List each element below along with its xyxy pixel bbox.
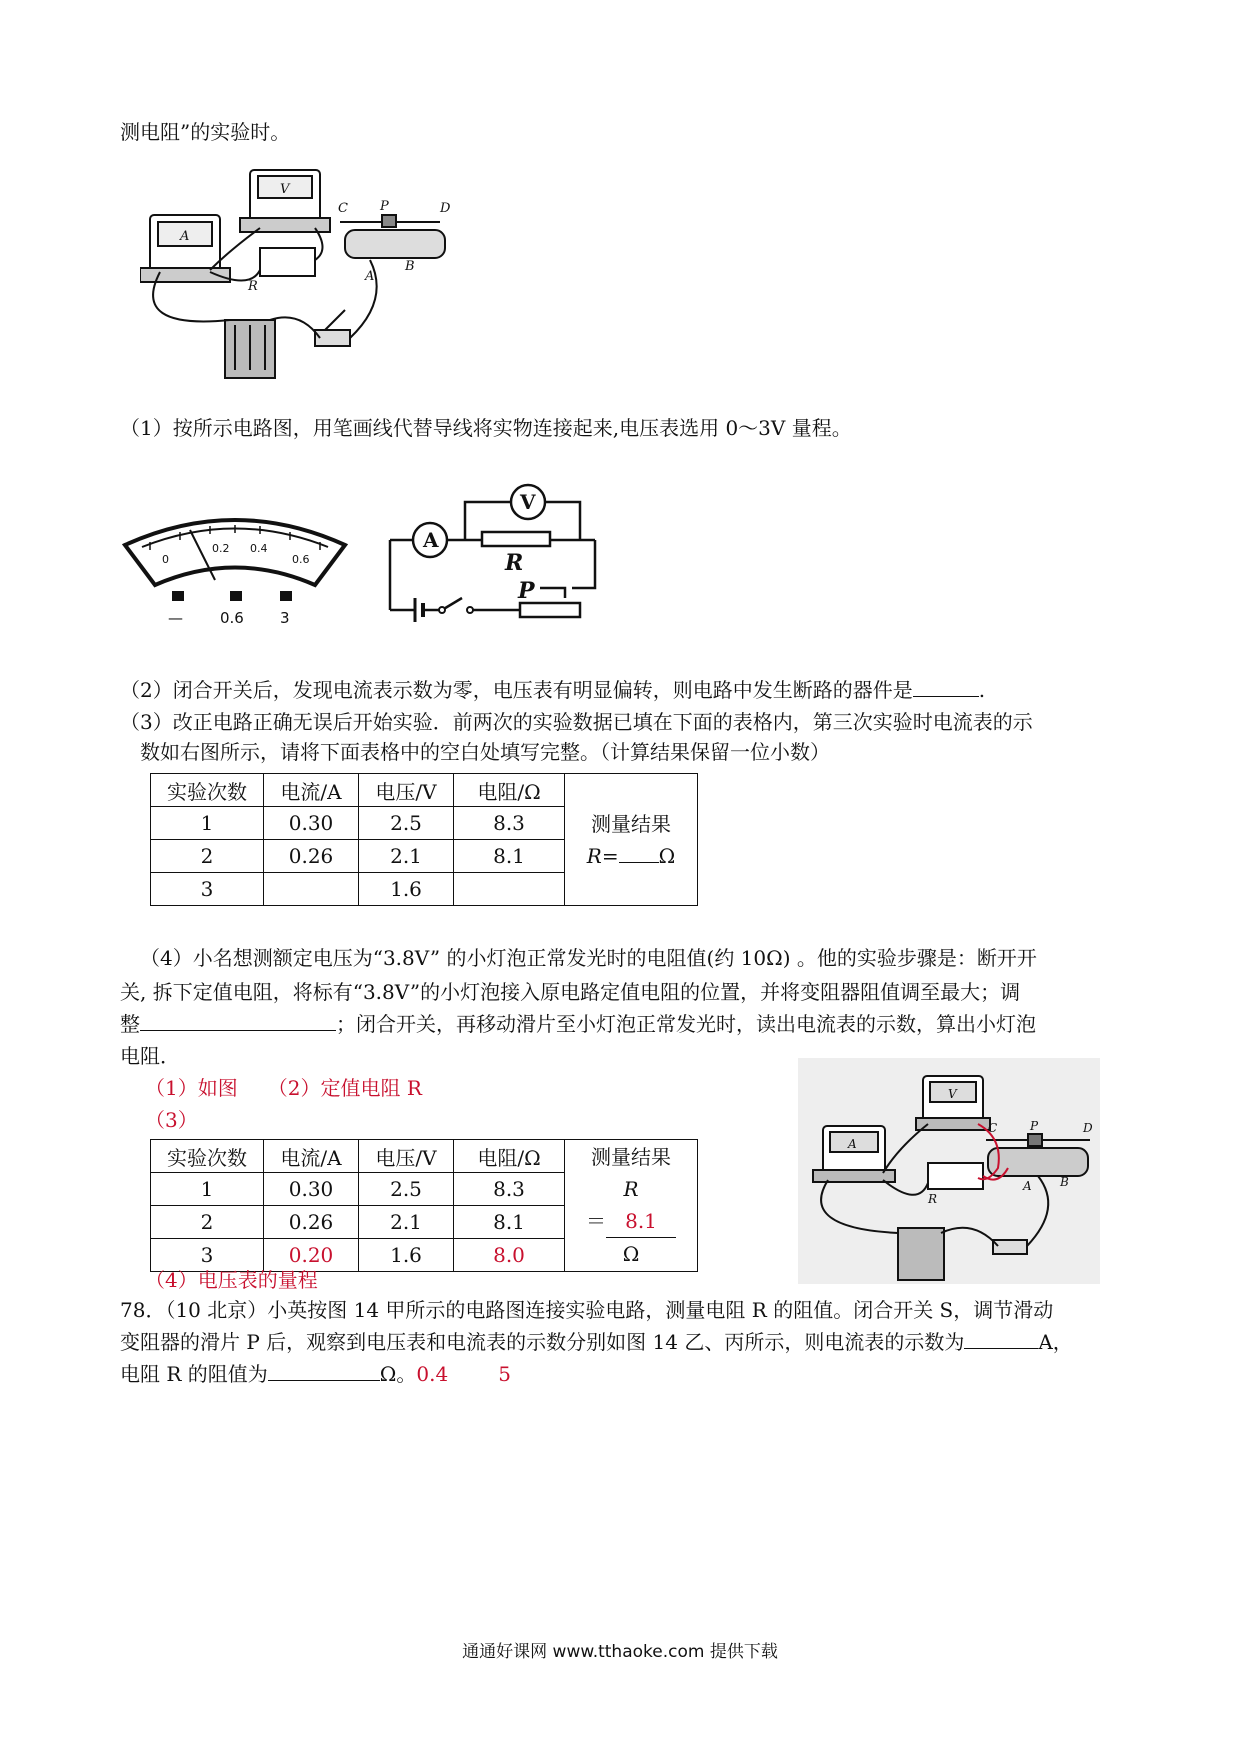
dial-scale-0: 0 xyxy=(162,553,169,566)
question-3-line2: 数如右图所示，请将下面表格中的空白处填写完整。（计算结果保留一位小数） xyxy=(140,740,830,764)
answer-4: （4）电压表的量程 xyxy=(145,1268,318,1292)
table-cell: 2.5 xyxy=(359,1173,454,1206)
question-78-line2b: A， xyxy=(1038,1330,1073,1354)
table-cell: 2.5 xyxy=(359,807,454,840)
answer-1: （1）如图 xyxy=(145,1076,238,1100)
ans-p-label: P xyxy=(1030,1119,1039,1133)
question-4-line1: （4）小名想测额定电压为“3.8V” 的小灯泡正常发光时的电阻值(约 10Ω) 。他的实验步骤是：断开开 xyxy=(140,946,1037,970)
result-r: R= xyxy=(586,843,619,868)
table-cell: 0.26 xyxy=(264,840,359,873)
table-cell: 3 xyxy=(151,1239,264,1272)
question-3-line1: （3）改正电路正确无误后开始实验．前两次的实验数据已填在下面的表格内，第三次实验时电流表的示 xyxy=(120,710,1033,734)
question-4-line3a: 整 xyxy=(120,1012,140,1036)
answer-3-label: （3） xyxy=(145,1108,198,1132)
table-cell: 1.6 xyxy=(359,1239,454,1272)
answer-blank-78-resistance xyxy=(268,1360,380,1381)
answer-blank-q4 xyxy=(140,1010,336,1031)
answer-apparatus-figure xyxy=(798,1058,1100,1284)
ans-b-label: B xyxy=(1060,1175,1069,1189)
table-cell: 8.3 xyxy=(454,1173,565,1206)
ammeter-dial-figure xyxy=(120,505,350,630)
dial-scale-1: 0.2 xyxy=(212,542,230,555)
answer-table xyxy=(150,1139,698,1272)
circuit-slider-label: P xyxy=(518,578,535,604)
question-78-line3a: 电阻 R 的阻值为 xyxy=(120,1362,268,1386)
rheostat-d-label: D xyxy=(440,201,451,216)
ans-c-label: C xyxy=(988,1121,998,1135)
th-voltage: 电压/V xyxy=(359,774,454,807)
result-formula xyxy=(565,840,697,872)
table-cell: 1.6 xyxy=(359,873,454,906)
table-cell: 8.1 xyxy=(454,840,565,873)
resistor-label: R xyxy=(248,279,258,294)
ans-a-label: A xyxy=(1023,1179,1032,1193)
th-current: 电流/A xyxy=(264,774,359,807)
question-78-line3b: Ω。 xyxy=(379,1362,417,1386)
answer-2: （2）定值电阻 R xyxy=(267,1076,422,1100)
table-cell: 1 xyxy=(151,1173,264,1206)
question-78-line2a: 变阻器的滑片 P 后，观察到电压表和电流表的示数分别如图 14 乙、丙所示，则电流表的示数为 xyxy=(120,1330,965,1354)
dial-terminal-neg: — xyxy=(168,609,183,627)
th-resistance: 电阻/Ω xyxy=(454,1140,565,1173)
answer-result-unit: Ω xyxy=(622,1242,640,1266)
table-cell: 0.30 xyxy=(264,1173,359,1206)
table-cell xyxy=(264,873,359,906)
result-cell xyxy=(565,774,698,906)
dial-terminal-3: 3 xyxy=(280,609,290,627)
dial-terminal-06: 0.6 xyxy=(220,609,244,627)
table-header-row xyxy=(151,774,698,807)
result-unit: Ω xyxy=(658,843,676,868)
result-blank xyxy=(619,842,659,863)
th-voltage: 电压/V xyxy=(359,1140,454,1173)
circuit-resistor-label: R xyxy=(505,550,524,576)
table-cell: 2.1 xyxy=(359,1206,454,1239)
ans-ammeter-label: A xyxy=(848,1137,857,1151)
table-cell: 2 xyxy=(151,1206,264,1239)
answer-blank-q2 xyxy=(913,676,979,697)
table-cell: 1 xyxy=(151,807,264,840)
table-cell-answer: 0.20 xyxy=(264,1239,359,1272)
question-4-line4: 电阻． xyxy=(120,1044,180,1068)
table-cell: 8.3 xyxy=(454,807,565,840)
footer: 通通好课网 www.tthaoke.com 提供下载 xyxy=(462,1642,778,1662)
dial-scale-2: 0.4 xyxy=(250,542,268,555)
th-resistance: 电阻/Ω xyxy=(454,774,565,807)
answer-result-eq: ＝ xyxy=(586,1209,606,1233)
table-cell: 2 xyxy=(151,840,264,873)
result-label: 测量结果 xyxy=(591,811,671,836)
apparatus-figure xyxy=(140,160,470,385)
answer-1-2 xyxy=(145,1074,422,1102)
answer-result-r: R xyxy=(623,1177,639,1201)
ammeter-label: A xyxy=(180,229,190,244)
table-cell-answer: 8.0 xyxy=(454,1239,565,1272)
question-2 xyxy=(120,676,985,704)
ans-voltmeter-label: V xyxy=(948,1087,957,1101)
rheostat-a-label: A xyxy=(365,269,375,284)
dial-scale-3: 0.6 xyxy=(292,553,310,566)
table-cell: 0.30 xyxy=(264,807,359,840)
table-header-row xyxy=(151,1140,698,1173)
voltmeter-label: V xyxy=(280,182,290,197)
question-78-line1: 78．（10 北京）小英按图 14 甲所示的电路图连接实验电路，测量电阻 R 的阻值。闭合开关 S，调节滑动 xyxy=(120,1298,1054,1322)
data-table xyxy=(150,773,698,906)
th-current: 电流/A xyxy=(264,1140,359,1173)
th-trial: 实验次数 xyxy=(151,1140,264,1173)
question-4-line2: 关, 拆下定值电阻，将标有“3.8V”的小灯泡接入原电路定值电阻的位置，并将变阻器阻值调至最大；调 xyxy=(120,980,1021,1004)
table-cell: 2.1 xyxy=(359,840,454,873)
answer-result-label: 测量结果 xyxy=(591,1145,671,1169)
question-78-line3 xyxy=(120,1360,511,1388)
rheostat-c-label: C xyxy=(338,201,348,216)
rheostat-b-label: B xyxy=(405,259,415,274)
answer-blank-78-current xyxy=(964,1328,1038,1349)
answer-result-value-line xyxy=(565,1205,697,1238)
question-2-end: . xyxy=(978,678,986,702)
ans-d-label: D xyxy=(1083,1121,1093,1135)
answer-result-cell xyxy=(565,1140,698,1272)
th-trial: 实验次数 xyxy=(151,774,264,807)
question-4-line3b: ；闭合开关，再移动滑片至小灯泡正常发光时，读出电流表的示数，算出小灯泡 xyxy=(336,1012,1036,1036)
circuit-diagram xyxy=(380,470,610,650)
table-cell: 8.1 xyxy=(454,1206,565,1239)
question-78-line2 xyxy=(120,1328,1073,1356)
answer-78-current: 0.4 xyxy=(416,1362,449,1386)
question-2-text: （2）闭合开关后，发现电流表示数为零，电压表有明显偏转，则电路中发生断路的器件是 xyxy=(120,678,913,702)
circuit-ammeter-label: A xyxy=(423,528,439,552)
table-cell xyxy=(454,873,565,906)
slider-p-label: P xyxy=(380,199,389,214)
answer-78-resistance: 5 xyxy=(498,1362,511,1386)
question-4-line3 xyxy=(120,1010,1036,1038)
circuit-voltmeter-label: V xyxy=(520,490,536,514)
ans-resistor-label: R xyxy=(928,1192,938,1206)
table-cell: 3 xyxy=(151,873,264,906)
table-cell: 0.26 xyxy=(264,1206,359,1239)
question-1: （1）按所示电路图，用笔画线代替导线将实物连接起来,电压表选用 0～3V 量程。 xyxy=(120,416,852,440)
answer-result-value: 8.1 xyxy=(606,1205,676,1238)
intro-text: 测电阻”的实验时。 xyxy=(120,120,291,144)
